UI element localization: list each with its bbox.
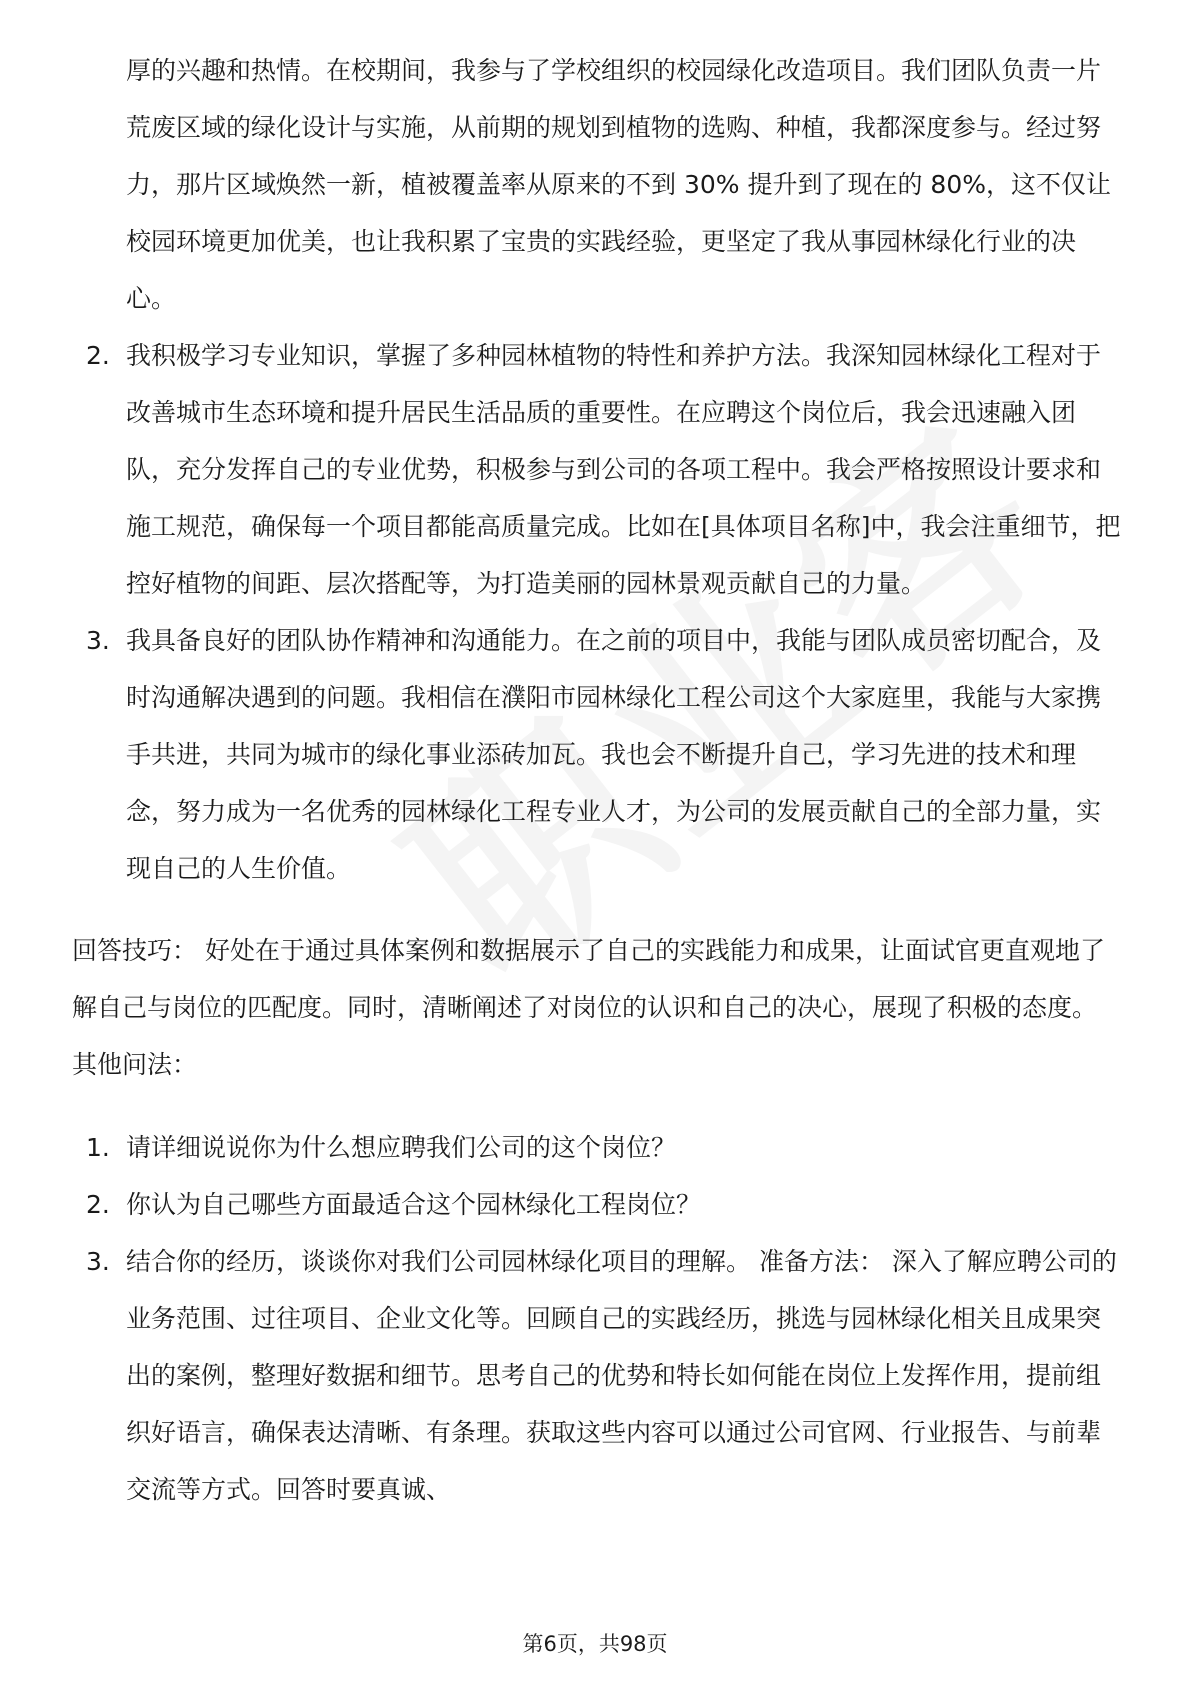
list-item-text: 你认为自己哪些方面最适合这个园林绿化工程岗位？ [126,1190,702,1219]
question-item [72,1233,1122,1518]
question-item [72,1176,1122,1233]
answer-item [72,327,1122,612]
answer-list [72,327,1122,897]
question-item [72,1119,1122,1176]
answer-item [72,612,1122,897]
list-number: 3. [86,626,110,655]
other-questions-list [72,1119,1122,1518]
list-item-text: 我积极学习专业知识，掌握了多种园林植物的特性和养护方法。我深知园林绿化工程对于改善城市生态环境和提升居民生活品质的重要性。在应聘这个岗位后，我会迅速融入团队，充分发挥自己的专业优势，积极参与到公司的各项工程中。我会严格按照设计要求和施工规范，确保每一个项目都能高质量完成。比如在[具体项目名称]中，我会注重细节，把控好植物的间距、层次搭配等，为打造美丽的园林景观贡献自己的力量。 [126,341,1121,598]
list-number: 1. [86,1133,110,1162]
answer-continuation: 厚的兴趣和热情。在校期间，我参与了学校组织的校园绿化改造项目。我们团队负责一片荒废区域的绿化设计与实施，从前期的规划到植物的选购、种植，我都深度参与。经过努力，那片区域焕然一新，植被覆盖率从原来的不到 30% 提升到了现在的 80%，这不仅让校园环境更加优美，也让我积累了宝贵的实践经验，更坚定了我从事园林绿化行业的决心。 [126,56,1111,313]
page-footer: 第6页，共98页 [522,1632,668,1656]
list-number: 2. [86,341,110,370]
list-number: 2. [86,1190,110,1219]
list-item-text: 结合你的经历，谈谈你对我们公司园林绿化项目的理解。 准备方法： 深入了解应聘公司的业务范围、过往项目、企业文化等。回顾自己的实践经历，挑选与园林绿化相关且成果突出的案例，整理好数据和细节。思考自己的优势和特长如何能在岗位上发挥作用，提前组织好语言，确保表达清晰、有条理。获取这些内容可以通过公司官网、行业报告、与前辈交流等方式。回答时要真诚、 [126,1247,1117,1504]
list-item-text: 请详细说说你为什么想应聘我们公司的这个岗位？ [126,1133,677,1162]
page-content [72,42,1122,1518]
list-number: 3. [86,1247,110,1276]
answer-tips: 回答技巧： 好处在于通过具体案例和数据展示了自己的实践能力和成果，让面试官更直观地了解自己与岗位的匹配度。同时，清晰阐述了对岗位的认识和自己的决心，展现了积极的态度。 其他问法： [72,936,1105,1079]
list-item-text: 我具备良好的团队协作精神和沟通能力。在之前的项目中，我能与团队成员密切配合，及时沟通解决遇到的问题。我相信在濮阳市园林绿化工程公司这个大家庭里，我能与大家携手共进，共同为城市的绿化事业添砖加瓦。我也会不断提升自己，学习先进的技术和理念，努力成为一名优秀的园林绿化工程专业人才，为公司的发展贡献自己的全部力量，实现自己的人生价值。 [126,626,1102,883]
